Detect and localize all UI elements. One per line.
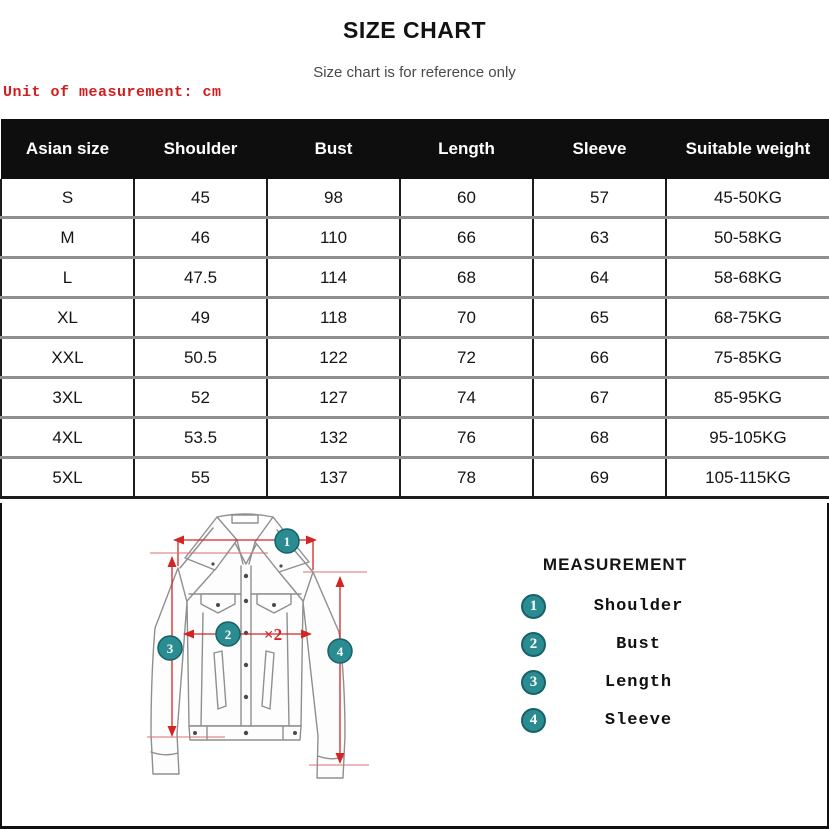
- callout-4-badge: [328, 639, 352, 663]
- size-cell: 55: [134, 458, 267, 498]
- size-cell: XXL: [1, 338, 134, 378]
- callout-2-badge: [216, 622, 240, 646]
- size-cell: 98: [267, 179, 400, 218]
- size-cell: 65: [533, 298, 666, 338]
- table-row: [1, 378, 829, 418]
- column-header: Suitable weight: [666, 119, 829, 179]
- legend-label: Sleeve: [604, 710, 673, 730]
- size-cell: 58-68KG: [666, 258, 829, 298]
- table-row: [1, 458, 829, 498]
- size-cell: 78: [400, 458, 533, 498]
- table-row: [1, 218, 829, 258]
- size-cell: 110: [267, 218, 400, 258]
- table-body: [1, 179, 829, 498]
- size-cell: 76: [400, 418, 533, 458]
- jacket-left-sleeve: [151, 568, 187, 774]
- legend-items: [499, 587, 731, 739]
- size-cell: 85-95KG: [666, 378, 829, 418]
- legend-label: Length: [604, 672, 673, 692]
- legend-number-badge: 4: [521, 708, 546, 733]
- size-cell: 75-85KG: [666, 338, 829, 378]
- legend-number-badge: 3: [521, 670, 546, 695]
- legend-item-length: [499, 663, 731, 701]
- size-cell: L: [1, 258, 134, 298]
- jacket-right-sleeve: [303, 572, 345, 778]
- column-header: Asian size: [1, 119, 134, 179]
- size-cell: 127: [267, 378, 400, 418]
- legend-number-badge: 1: [521, 594, 546, 619]
- svg-text:3: 3: [166, 641, 174, 656]
- size-cell: 72: [400, 338, 533, 378]
- size-cell: S: [1, 179, 134, 218]
- size-cell: 49: [134, 298, 267, 338]
- size-cell: 66: [400, 218, 533, 258]
- bust-times-two-label: ×2: [263, 625, 283, 644]
- measurement-panel: [0, 503, 829, 829]
- size-cell: 47.5: [134, 258, 267, 298]
- svg-text:4: 4: [336, 644, 344, 659]
- column-header: Sleeve: [533, 119, 666, 179]
- size-cell: 68: [533, 418, 666, 458]
- column-header: Length: [400, 119, 533, 179]
- table-header-row: [1, 119, 829, 179]
- size-cell: 68-75KG: [666, 298, 829, 338]
- jacket-diagram: [125, 506, 435, 826]
- table-row: [1, 258, 829, 298]
- size-cell: 69: [533, 458, 666, 498]
- table-row: [1, 179, 829, 218]
- legend-item-sleeve: [499, 701, 731, 739]
- legend-item-bust: [499, 625, 731, 663]
- size-cell: 3XL: [1, 378, 134, 418]
- legend-number-badge: 2: [521, 632, 546, 657]
- size-cell: 95-105KG: [666, 418, 829, 458]
- size-table: [0, 119, 829, 499]
- page-subtitle: Size chart is for reference only: [313, 64, 516, 81]
- size-cell: 63: [533, 218, 666, 258]
- size-cell: 132: [267, 418, 400, 458]
- page-title: SIZE CHART: [343, 17, 486, 43]
- size-cell: 45-50KG: [666, 179, 829, 218]
- size-cell: M: [1, 218, 134, 258]
- size-cell: 52: [134, 378, 267, 418]
- size-cell: 66: [533, 338, 666, 378]
- size-cell: 114: [267, 258, 400, 298]
- size-cell: 4XL: [1, 418, 134, 458]
- column-header: Shoulder: [134, 119, 267, 179]
- callout-3-badge: [158, 636, 182, 660]
- table-row: [1, 418, 829, 458]
- size-cell: 60: [400, 179, 533, 218]
- legend-label: Bust: [616, 634, 661, 654]
- size-cell: 5XL: [1, 458, 134, 498]
- svg-text:2: 2: [224, 627, 232, 642]
- size-cell: 118: [267, 298, 400, 338]
- size-cell: 57: [533, 179, 666, 218]
- legend-title: MEASUREMENT: [542, 555, 688, 574]
- svg-text:1: 1: [283, 534, 291, 549]
- size-cell: 122: [267, 338, 400, 378]
- size-cell: 68: [400, 258, 533, 298]
- size-cell: 105-115KG: [666, 458, 829, 498]
- size-cell: XL: [1, 298, 134, 338]
- table-row: [1, 338, 829, 378]
- size-cell: 64: [533, 258, 666, 298]
- size-cell: 74: [400, 378, 533, 418]
- size-cell: 53.5: [134, 418, 267, 458]
- unit-note: Unit of measurement: cm: [3, 84, 222, 101]
- legend-item-shoulder: [499, 587, 731, 625]
- size-cell: 46: [134, 218, 267, 258]
- size-cell: 50-58KG: [666, 218, 829, 258]
- size-cell: 50.5: [134, 338, 267, 378]
- size-cell: 70: [400, 298, 533, 338]
- column-header: Bust: [267, 119, 400, 179]
- size-cell: 67: [533, 378, 666, 418]
- size-cell: 45: [134, 179, 267, 218]
- callout-1-badge: [275, 529, 299, 553]
- table-row: [1, 298, 829, 338]
- measurement-legend: [499, 503, 731, 739]
- size-cell: 137: [267, 458, 400, 498]
- legend-label: Shoulder: [593, 596, 684, 616]
